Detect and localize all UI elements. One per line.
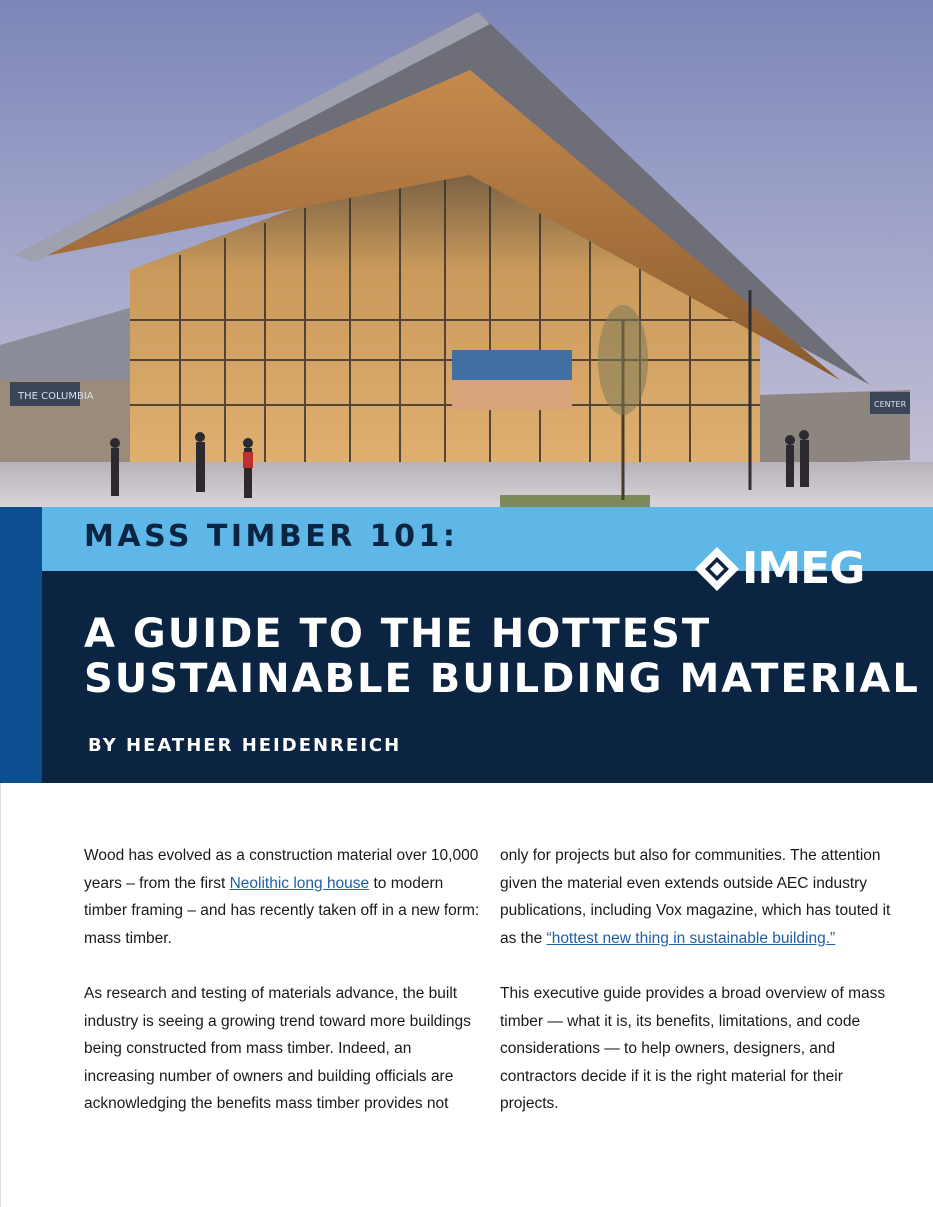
imeg-diamond-icon (694, 546, 740, 592)
sign-right: CENTER (874, 400, 907, 409)
page-edge (0, 783, 1, 1207)
building-photo (0, 0, 933, 507)
logo-text: IMEG (742, 543, 865, 594)
left-accent-band (0, 507, 42, 783)
kicker: MASS TIMBER 101: (84, 519, 459, 554)
title-line-1: A GUIDE TO THE HOTTEST (84, 611, 712, 657)
paragraph: This executive guide provides a broad overview of mass timber — what it is, its benefits, limitations, and code considerations — to help owners, designers, and contractors decide if it is the right material for their projects. (500, 984, 886, 1113)
title-line-2: SUSTAINABLE BUILDING MATERIAL (84, 656, 920, 702)
imeg-logo (694, 545, 864, 593)
hero-photo (0, 0, 933, 507)
vox-article-link[interactable]: “hottest new thing in sustainable building.” (546, 929, 836, 947)
byline: BY HEATHER HEIDENREICH (88, 735, 402, 756)
neolithic-long-house-link[interactable]: Neolithic long house (229, 874, 370, 892)
paragraph: As research and testing of materials advance, the built industry is seeing a growing trend toward more buildings being constructed from mass timber. Indeed, an increasing number of owners and building officials are acknowledging the benefits mass timber provides not (84, 984, 471, 1113)
body-column-right (500, 842, 900, 1146)
page-title (84, 612, 920, 702)
sign-left: THE COLUMBIA (18, 391, 94, 402)
paragraph: only for projects but also for communities. The attention given the material even extends outside AEC industry publications, including Vox magazine, which has touted it as the “hottest new thing in sustainable building.” (500, 847, 891, 947)
body-column-left (84, 842, 484, 1146)
paragraph: Wood has evolved as a construction material over 10,000 years – from the first Neolithic long house to modern timber framing – and has recently taken off in a new form: mass timber. (84, 847, 480, 947)
